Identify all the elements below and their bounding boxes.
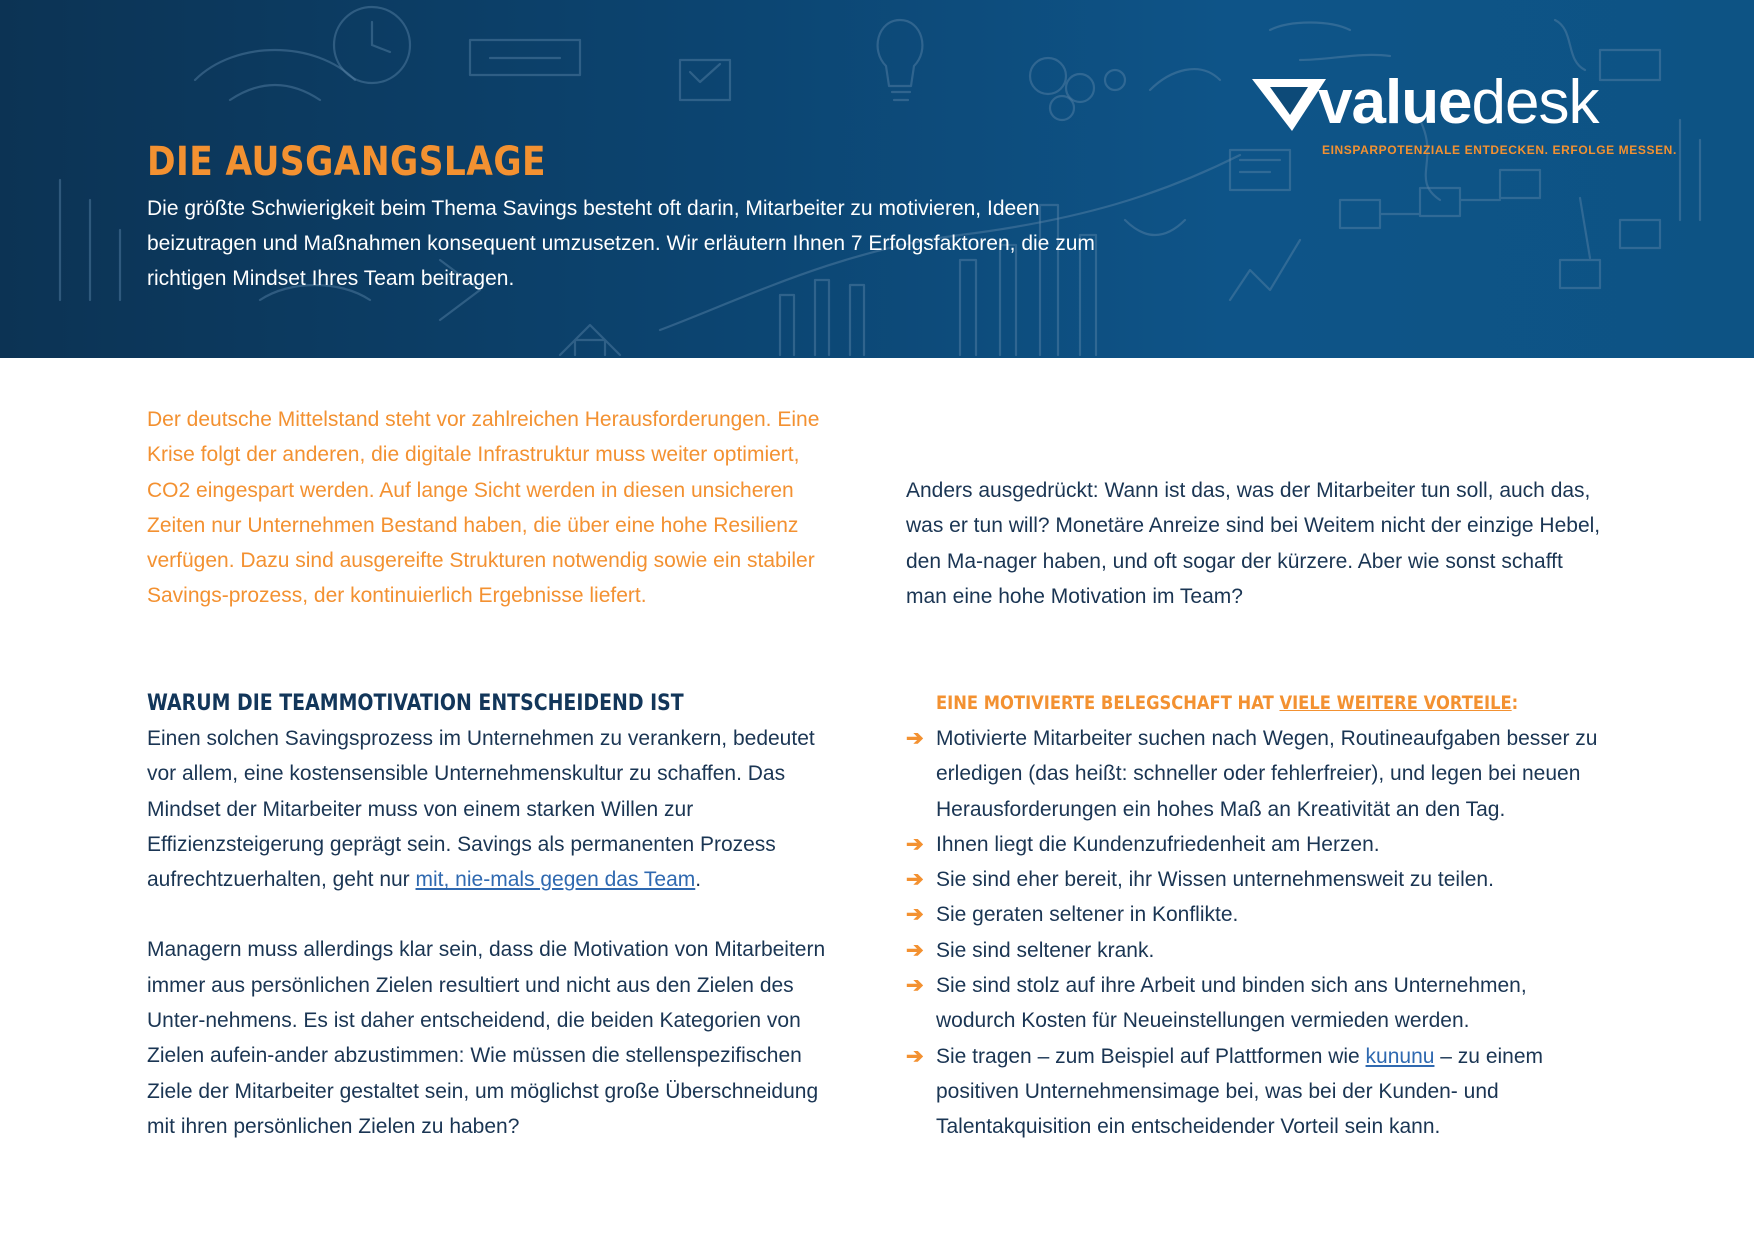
right-intro-text: Anders ausgedrückt: Wann ist das, was der Mitarbeiter tun soll, auch das, was er tun will? Monetäre Anreize sind bei Weitem nicht der einzige Hebel, den Ma-nager haben, und oft sogar der kürzere. Aber wie sonst schafft man eine hohe Motivation im Team? [906,479,1601,608]
link-viele-weitere-vorteile[interactable]: VIELE WEITERE VORTEILE [1279,692,1512,714]
logo-tagline: EINSPARPOTENZIALE ENTDECKEN. ERFOLGE MESSEN. [1322,143,1677,157]
benefit-text: Motivierte Mitarbeiter suchen nach Wegen, Routineaufgaben besser zu erledigen (das heißt: schneller oder fehlerfreier), und legen bei neuen Herausforderungen ein hohes Maß an Kreativität an den Tag. [936,727,1598,821]
benefit-item [906,721,1606,827]
right-section [906,686,1606,1145]
benefit-item [906,862,1606,897]
logo-word-desk: desk [1471,68,1599,137]
benefit-item [906,968,1606,1039]
arrow-right-icon: ➔ [906,832,924,856]
benefit-text: Sie geraten seltener in Konflikte. [936,903,1239,927]
paragraph-savingsprozess-end: . [695,868,702,892]
arrow-right-icon: ➔ [906,974,924,998]
benefit-text: Sie tragen – zum Beispiel auf Plattformen wie [936,1044,1366,1068]
benefit-text: Sie sind stolz auf ihre Arbeit und binden sich ans Unternehmen, wodurch Kosten für Neueinstellungen vermieden werden. [936,974,1527,1033]
arrow-right-icon: ➔ [906,727,924,750]
arrow-right-icon: ➔ [906,1044,924,1068]
logo-word-value: value [1318,68,1472,137]
left-intro-block [147,402,835,614]
benefit-item [906,933,1606,968]
page-title: DIE AUSGANGSLAGE [147,139,546,185]
section-heading-teammotivation: WARUM DIE TEAMMOTIVATION ENTSCHEIDEND IST [147,691,684,716]
benefit-text: Sie sind seltener krank. [936,938,1155,962]
hero-intro-text: Die größte Schwierigkeit beim Thema Savings besteht oft darin, Mitarbeiter zu motivieren, Ideen beizutragen und Maßnahmen konsequent umzusetzen. Wir erläutern Ihnen 7 Erfolgsfaktoren, die zum richtigen Mindset Ihres Team beitragen. [147,197,1095,290]
link-kununu[interactable]: kununu [1365,1044,1435,1068]
right-intro-block [906,473,1606,614]
paragraph-managern: Managern muss allerdings klar sein, dass die Motivation von Mitarbeitern immer aus persönlichen Zielen resultiert und nicht aus den Zielen des Unter-nehmens. Es ist daher entscheidend, die beiden Kategorien von Zielen aufein-ander abzustimmen: Wie müssen die stellenspezifischen Ziele der Mitarbeiter gestaltet sein, um möglichst große Überschneidung mit ihren persönlichen Zielen zu haben? [147,938,826,1138]
heading-vorteile-text: EINE MOTIVIERTE BELEGSCHAFT HAT [936,692,1280,714]
hero-banner [0,0,1754,358]
logo-triangle-icon [1250,77,1328,133]
benefits-list [906,721,1606,1145]
paragraph-savingsprozess [147,721,839,897]
heading-vorteile-colon: : [1511,692,1519,714]
benefit-item [906,897,1606,932]
benefit-text: Ihnen liegt die Kundenzufriedenheit am Herzen. [936,832,1380,856]
arrow-right-icon: ➔ [906,938,924,962]
arrow-right-icon: ➔ [906,903,924,927]
left-intro-text: Der deutsche Mittelstand steht vor zahlreichen Herausforderungen. Eine Krise folgt der anderen, die digitale Infrastruktur muss weiter optimiert, CO2 eingespart werden. Auf lange Sicht werden in diesen unsicheren Zeiten nur Unternehmen Bestand haben, die über eine hohe Resilienz verfügen. Dazu sind ausgereifte Strukturen notwendig sowie ein stabiler Savings-prozess, der kontinuierlich Ergebnisse liefert. [147,408,820,608]
paragraph-savingsprozess-text: Einen solchen Savingsprozess im Unternehmen zu verankern, bedeutet vor allem, eine kostensensible Unternehmenskultur zu schaffen. Das Mindset der Mitarbeiter muss von einem starken Willen zur Effizienzsteigerung geprägt sein. Savings als permanenten Prozess aufrechtzuerhalten, geht nur [147,727,815,892]
benefit-item [906,827,1606,862]
benefit-item-kununu [906,1039,1606,1145]
logo-wordmark [1318,63,1599,143]
valuedesk-logo [1250,68,1677,163]
arrow-right-icon: ➔ [906,868,924,892]
section-heading-vorteile [936,686,1519,721]
link-mit-niemals-gegen-das-team[interactable]: mit, nie-mals gegen das Team [415,868,696,892]
left-section [147,686,839,1144]
benefit-text: Sie sind eher bereit, ihr Wissen unternehmensweit zu teilen. [936,868,1494,892]
benefit-text-end: – zu einem positiven Unternehmensimage bei, was bei der Kunden- und Talentakquisition ein entscheidender Vorteil sein kann. [936,1044,1544,1139]
